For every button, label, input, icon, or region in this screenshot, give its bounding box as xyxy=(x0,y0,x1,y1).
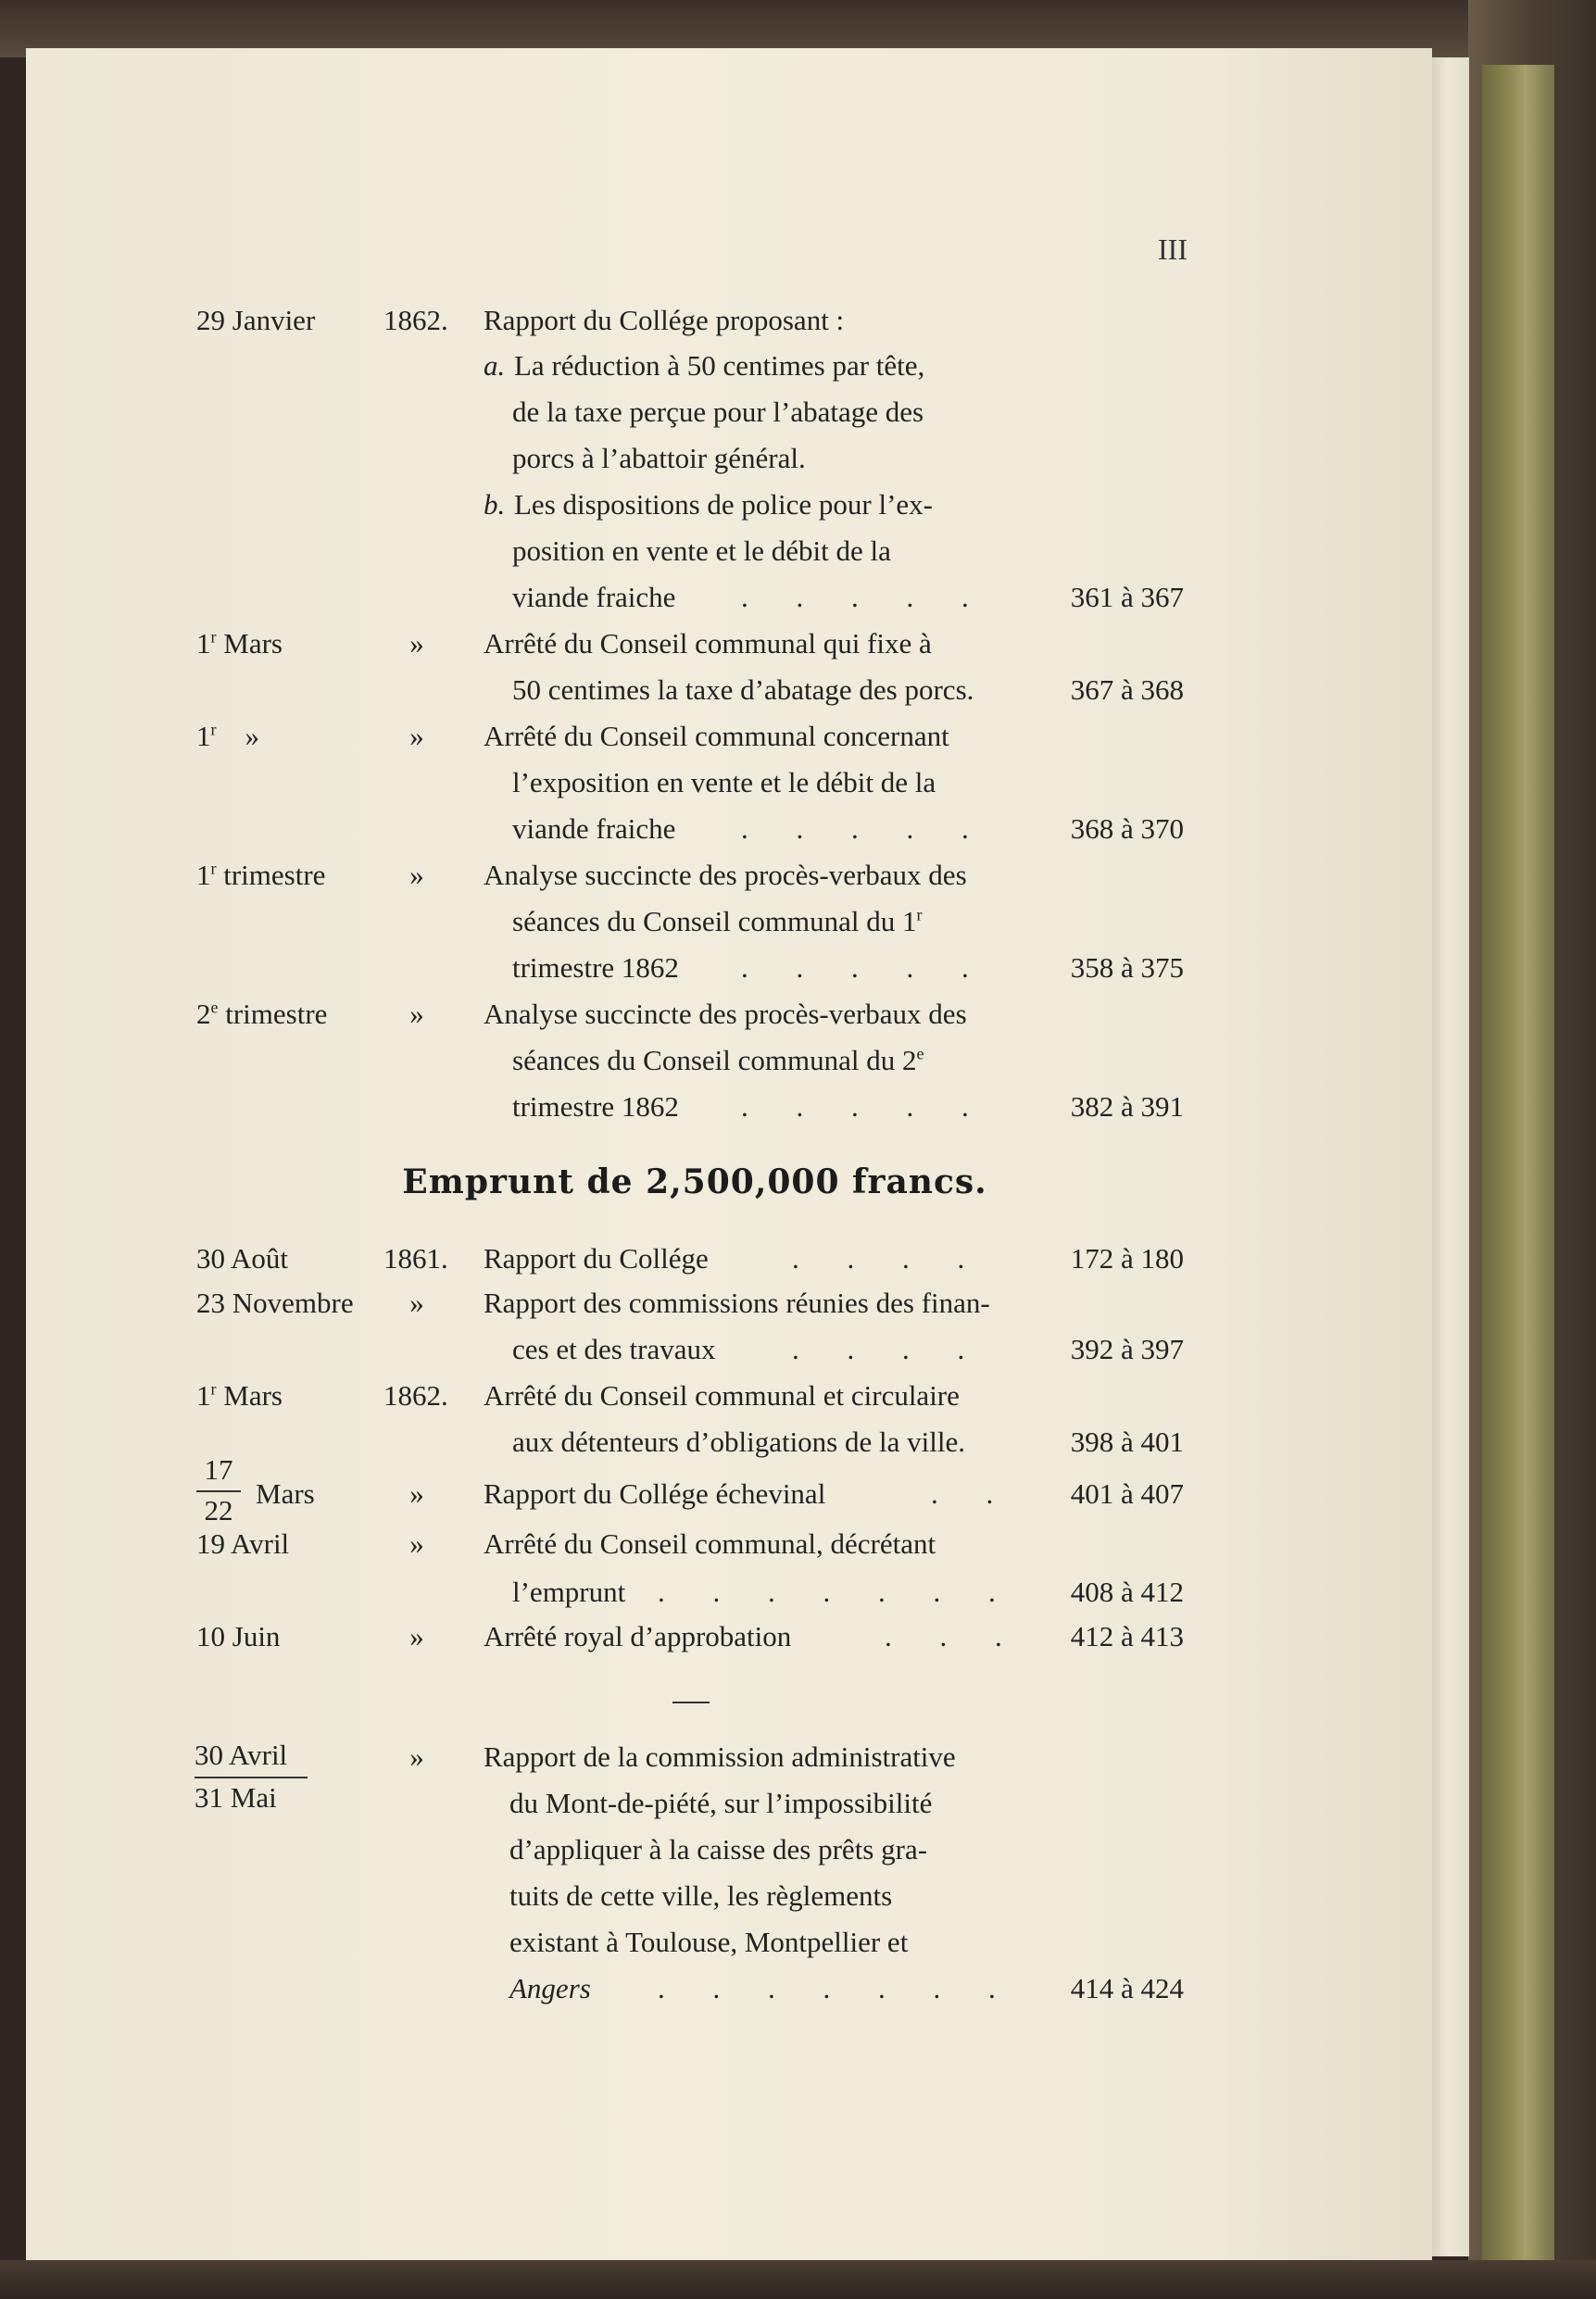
leader-dots: . . . . xyxy=(792,1333,986,1365)
entry-year: » xyxy=(409,720,424,752)
entry-text-line: existant à Toulouse, Montpellier et xyxy=(509,1926,909,1958)
entry-text-line: l’exposition en vente et le débit de la xyxy=(512,766,936,798)
entry-text-line: Analyse succincte des procès-verbaux des xyxy=(484,998,967,1030)
section-heading: Emprunt de 2,500,000 francs. xyxy=(402,1162,987,1201)
date-fraction-denominator: 22 xyxy=(204,1494,233,1526)
page-range: 398 à 401 xyxy=(1070,1426,1184,1458)
entry-date: 1$^r$ Mars xyxy=(196,1379,283,1412)
entry-date: 30 Août xyxy=(196,1242,289,1275)
entry-text-line: tuits de cette ville, les règlements xyxy=(509,1879,893,1912)
leader-dots: . . xyxy=(931,1477,1014,1510)
entry-year: » xyxy=(409,1620,424,1652)
entry-text-line: trimestre 1862 xyxy=(512,951,679,984)
entry-text-line: séances du Conseil communal du 2e xyxy=(512,1044,924,1076)
entry-date: 1$^r$ trimestre xyxy=(196,859,326,891)
page-range: 382 à 391 xyxy=(1070,1090,1184,1123)
page-range: 368 à 370 xyxy=(1070,812,1184,845)
page-range: 361 à 367 xyxy=(1070,581,1184,613)
entry-text-line: Arrêté du Conseil communal, décrétant xyxy=(484,1527,936,1560)
leader-dots: . . . . . xyxy=(741,812,989,845)
entry-text-line: du Mont-de-piété, sur l’impossibilité xyxy=(509,1787,933,1819)
entry-text-line: Rapport du Collége xyxy=(484,1242,709,1275)
entry-date-bottom: 31 Mai xyxy=(195,1781,277,1814)
gilt-page-edges xyxy=(1482,65,1554,2269)
leader-dots: . . . . . . . xyxy=(658,1972,1016,2004)
entry-text-line: position en vente et le débit de la xyxy=(512,534,891,567)
entry-text-line: La réduction à 50 centimes par tête, xyxy=(514,349,925,382)
entry-date: 2e trimestre xyxy=(196,998,328,1030)
entry-text-line: Angers xyxy=(509,1972,591,2004)
entry-text-line: Arrêté du Conseil communal et circulaire xyxy=(484,1379,960,1412)
date-fraction-bar xyxy=(196,1490,241,1492)
entry-text-line: séances du Conseil communal du 1$^r$ xyxy=(512,905,923,937)
leader-dots: . . . . . . . xyxy=(658,1576,1016,1608)
leader-dots: . . . xyxy=(885,1620,1023,1652)
entry-text-line: d’appliquer à la caisse des prêts gra- xyxy=(509,1833,928,1866)
page-range: 408 à 412 xyxy=(1070,1576,1184,1608)
page-range: 358 à 375 xyxy=(1070,951,1184,984)
leader-dots: . . . . . xyxy=(741,951,989,984)
entry-text-line: l’emprunt xyxy=(512,1576,626,1608)
entry-year: » xyxy=(409,859,424,891)
entry-year: » xyxy=(409,1477,424,1510)
date-fraction-bar xyxy=(195,1777,308,1778)
entry-year: » xyxy=(409,998,424,1030)
entry-date: 1$^r$ Mars xyxy=(196,627,283,660)
leader-dots: . . . . . xyxy=(741,1090,989,1123)
cover-cloth-bottom xyxy=(0,2260,1596,2299)
separator-rule xyxy=(672,1702,710,1703)
item-letter: b. xyxy=(484,488,506,521)
entry-text-line: Arrêté royal d’approbation xyxy=(484,1620,792,1652)
entry-text-line: Rapport du Collége proposant : xyxy=(484,304,845,336)
leader-dots: . . . . xyxy=(792,1242,986,1275)
page-range: 172 à 180 xyxy=(1070,1242,1184,1275)
entry-text-line: Arrêté du Conseil communal qui fixe à xyxy=(484,627,932,660)
date-fraction-numerator: 17 xyxy=(204,1453,233,1486)
entry-year: » xyxy=(409,627,424,660)
leader-dots: . . . . . xyxy=(741,581,989,613)
entry-date: 23 Novembre xyxy=(196,1287,354,1319)
entry-year: 1861. xyxy=(383,1242,448,1275)
entry-year: 1862. xyxy=(383,304,448,336)
entry-date: 29 Janvier xyxy=(196,304,316,336)
entry-text-line: Analyse succincte des procès-verbaux des xyxy=(484,859,967,891)
entry-text-line: porcs à l’abattoir général. xyxy=(512,442,806,474)
page-number: III xyxy=(1158,232,1188,266)
entry-year: » xyxy=(409,1740,424,1773)
date-fraction-month: Mars xyxy=(256,1477,315,1510)
entry-text-line: aux détenteurs d’obligations de la ville. xyxy=(512,1426,965,1458)
entry-text-line: trimestre 1862 xyxy=(512,1090,679,1123)
entry-year: » xyxy=(409,1527,424,1560)
entry-date-top: 30 Avril xyxy=(195,1739,288,1771)
entry-year: » xyxy=(409,1287,424,1319)
page-range: 367 à 368 xyxy=(1070,673,1184,706)
entry-text-line: viande fraiche xyxy=(512,581,676,613)
entry-date: 10 Juin xyxy=(196,1620,281,1652)
entry-text-line: ces et des travaux xyxy=(512,1333,716,1365)
entry-text-line: Rapport du Collége échevinal xyxy=(484,1477,826,1510)
item-letter: a. xyxy=(484,349,506,382)
page-range: 414 à 424 xyxy=(1070,1972,1184,2004)
entry-text-line: de la taxe perçue pour l’abatage des xyxy=(512,396,924,428)
entry-date: 19 Avril xyxy=(196,1527,290,1560)
entry-year: 1862. xyxy=(383,1379,448,1412)
entry-text-line: Arrêté du Conseil communal concernant xyxy=(484,720,949,752)
entry-text-line: Les dispositions de police pour l’ex- xyxy=(514,488,933,521)
entry-text-line: 50 centimes la taxe d’abatage des porcs. xyxy=(512,673,974,706)
page-edge xyxy=(1432,57,1469,2256)
entry-date: 1$^r$ » xyxy=(196,720,259,752)
page-range: 412 à 413 xyxy=(1070,1620,1184,1652)
entry-text-line: Rapport de la commission administrative xyxy=(484,1740,956,1773)
page-range: 401 à 407 xyxy=(1070,1477,1184,1510)
entry-text-line: viande fraiche xyxy=(512,812,676,845)
entry-text-line: Rapport des commissions réunies des finan- xyxy=(484,1287,990,1319)
page-range: 392 à 397 xyxy=(1070,1333,1184,1365)
